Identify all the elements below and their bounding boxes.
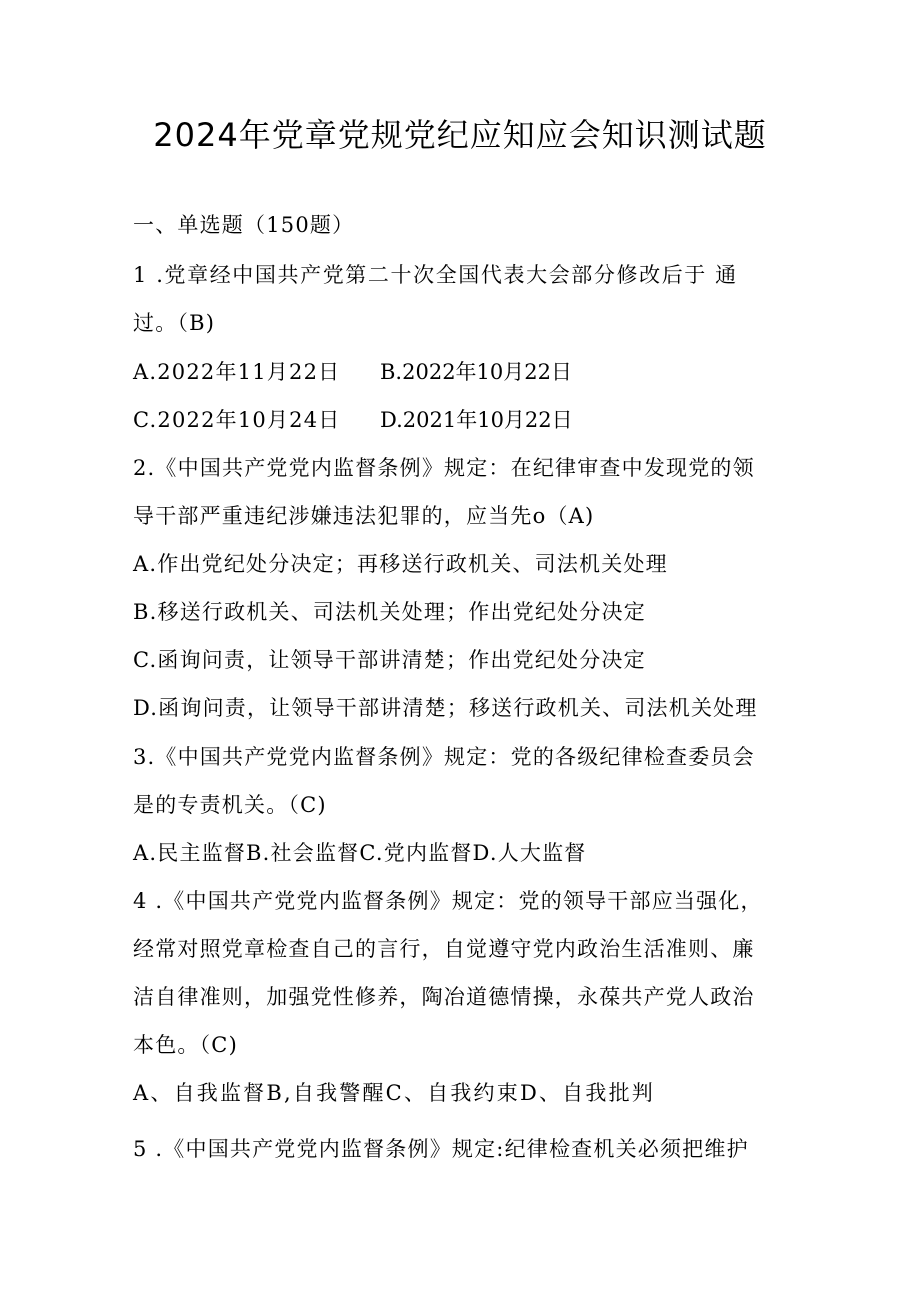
question-4-line-1: 4 .《中国共产党党内监督条例》规定：党的领导干部应当强化， (133, 889, 763, 913)
question-1-line-2: 过。（B) (133, 311, 216, 335)
question-2-line-2: 导干部严重违纪涉嫌违法犯罪的，应当先o（A) (133, 504, 595, 528)
question-4-line-4: 本色。（C) (133, 1033, 238, 1057)
question-4-line-2: 经常对照党章检查自己的言行，自觉遵守党内政治生活准则、廉 (133, 937, 755, 961)
question-4-line-3: 洁自律准则，加强党性修养，陶冶道德情操，永葆共产党人政治 (133, 985, 755, 1009)
document-title: 2024年党章党规党纪应知应会知识测试题 (153, 116, 767, 154)
question-2-option-b: B.移送行政机关、司法机关处理；作出党纪处分决定 (133, 600, 646, 624)
question-5-line-1: 5 .《中国共产党党内监督条例》规定:纪律检查机关必须把维护 (133, 1137, 749, 1161)
section-heading: 一、单选题（150题） (133, 213, 355, 237)
question-1-option-a: A.2022年11月22日 (133, 360, 341, 384)
question-1-option-d: D.2021年10月22日 (380, 408, 573, 432)
question-3-line-1: 3.《中国共产党党内监督条例》规定：党的各级纪律检查委员会 (133, 745, 755, 769)
question-1-line-1: 1 .党章经中国共产党第二十次全国代表大会部分修改后于 通 (133, 263, 738, 287)
question-3-options: A.民主监督B.社会监督C.党内监督D.人大监督 (133, 841, 587, 865)
question-2-option-a: A.作出党纪处分决定；再移送行政机关、司法机关处理 (133, 552, 668, 576)
question-1-option-b: B.2022年10月22日 (380, 360, 572, 384)
question-1-option-c: C.2022年10月24日 (133, 408, 341, 432)
question-2-option-d: D.函询问责，让领导干部讲清楚；移送行政机关、司法机关处理 (133, 696, 758, 720)
question-3-line-2: 是的专责机关。（C) (133, 793, 327, 817)
question-4-options: A、自我监督B,自我警醒C、自我约束D、自我批判 (133, 1081, 655, 1105)
question-2-option-c: C.函询问责，让领导干部讲清楚；作出党纪处分决定 (133, 648, 646, 672)
question-2-line-1: 2.《中国共产党党内监督条例》规定：在纪律审查中发现党的领 (133, 456, 755, 480)
